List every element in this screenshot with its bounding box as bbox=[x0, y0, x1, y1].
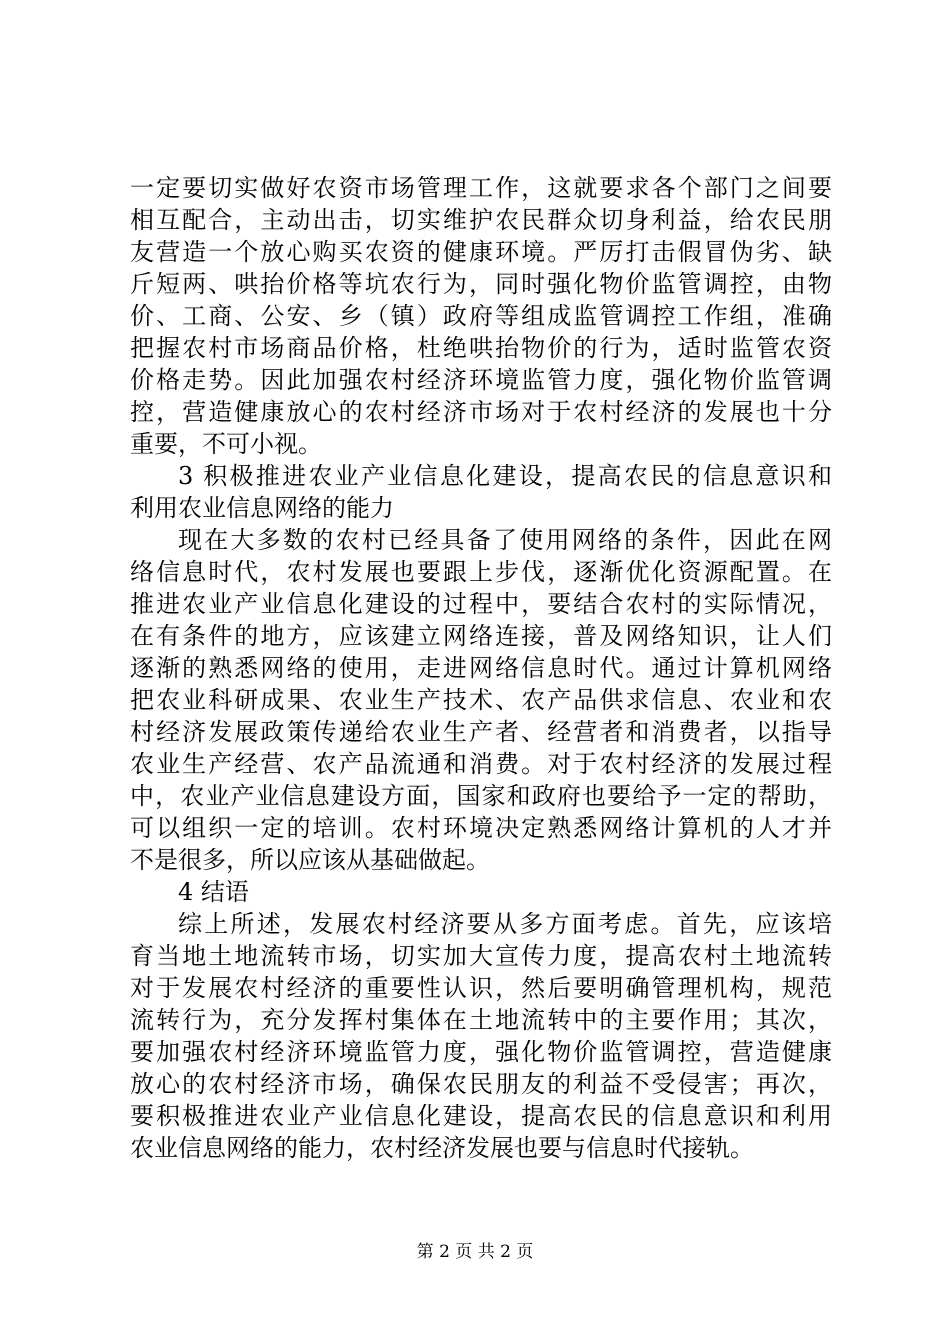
text-line: 4 结语 bbox=[178, 878, 249, 906]
text-line: 要积极推进农业产业信息化建设，提高农民的信息意识和利用 bbox=[130, 1102, 832, 1130]
text-line: 农业生产经营、农产品流通和消费。对于农村经济的发展过程 bbox=[130, 750, 832, 778]
document-body bbox=[130, 172, 832, 1164]
text-line: 综上所述，发展农村经济要从多方面考虑。首先，应该培 bbox=[178, 910, 832, 938]
paragraph-conclusion bbox=[130, 908, 832, 1164]
text-line: 在有条件的地方，应该建立网络连接，普及网络知识，让人们 bbox=[130, 622, 832, 650]
text-line: 放心的农村经济市场，确保农民朋友的利益不受侵害；再次， bbox=[130, 1070, 832, 1098]
text-line: 现在大多数的农村已经具备了使用网络的条件，因此在网 bbox=[178, 526, 832, 554]
text-line: 育当地土地流转市场，切实加大宣传力度，提高农村土地流转 bbox=[130, 942, 832, 970]
text-line: 可以组织一定的培训。农村环境决定熟悉网络计算机的人才并 bbox=[130, 814, 832, 842]
text-line: 流转行为，充分发挥村集体在土地流转中的主要作用；其次， bbox=[130, 1006, 832, 1034]
text-line: 友营造一个放心购买农资的健康环境。严厉打击假冒伪劣、缺 bbox=[130, 238, 832, 266]
text-line: 把握农村市场商品价格，杜绝哄抬物价的行为，适时监管农资 bbox=[130, 334, 832, 362]
text-line: 把农业科研成果、农业生产技术、农产品供求信息、农业和农 bbox=[130, 686, 832, 714]
text-line: 重要，不可小视。 bbox=[130, 430, 322, 458]
page-number: 第 2 页 共 2 页 bbox=[416, 1242, 534, 1262]
paragraph-market-management bbox=[130, 172, 832, 460]
text-line: 斤短两、哄抬价格等坑农行为，同时强化物价监管调控，由物 bbox=[130, 270, 832, 298]
text-line: 推进农业产业信息化建设的过程中，要结合农村的实际情况， bbox=[130, 590, 832, 618]
heading-section-3 bbox=[130, 460, 832, 524]
text-line: 不是很多，所以应该从基础做起。 bbox=[130, 846, 490, 874]
heading-section-4 bbox=[130, 876, 832, 908]
text-line: 3 积极推进农业产业信息化建设，提高农民的信息意识和 bbox=[178, 462, 832, 490]
text-line: 逐渐的熟悉网络的使用，走进网络信息时代。通过计算机网络 bbox=[130, 654, 832, 682]
text-line: 价、工商、公安、乡（镇）政府等组成监管调控工作组，准确 bbox=[130, 302, 832, 330]
text-line: 要加强农村经济环境监管力度，强化物价监管调控，营造健康 bbox=[130, 1038, 832, 1066]
paragraph-informatization bbox=[130, 524, 832, 876]
text-line: 村经济发展政策传递给农业生产者、经营者和消费者，以指导 bbox=[130, 718, 832, 746]
text-line: 利用农业信息网络的能力 bbox=[130, 494, 394, 522]
page-footer bbox=[0, 1240, 950, 1264]
text-line: 对于发展农村经济的重要性认识，然后要明确管理机构，规范 bbox=[130, 974, 832, 1002]
text-line: 中，农业产业信息建设方面，国家和政府也要给予一定的帮助， bbox=[130, 782, 832, 810]
text-line: 价格走势。因此加强农村经济环境监管力度，强化物价监管调 bbox=[130, 366, 832, 394]
text-line: 相互配合，主动出击，切实维护农民群众切身利益，给农民朋 bbox=[130, 206, 832, 234]
text-line: 农业信息网络的能力，农村经济发展也要与信息时代接轨。 bbox=[130, 1134, 754, 1162]
text-line: 控，营造健康放心的农村经济市场对于农村经济的发展也十分 bbox=[130, 398, 832, 426]
text-line: 一定要切实做好农资市场管理工作，这就要求各个部门之间要 bbox=[130, 174, 832, 202]
text-line: 络信息时代，农村发展也要跟上步伐，逐渐优化资源配置。在 bbox=[130, 558, 832, 586]
